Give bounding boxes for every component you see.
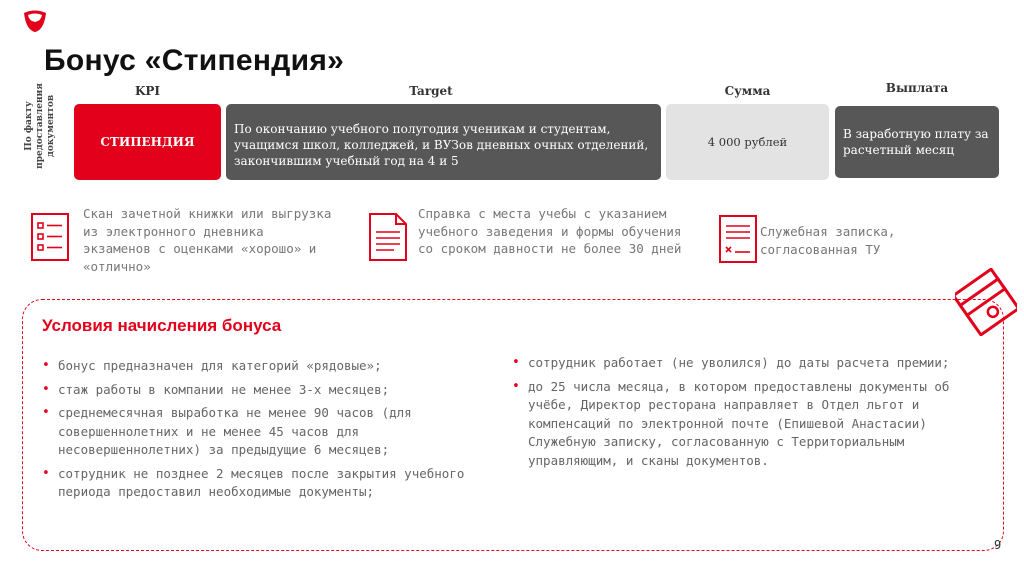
target-box: По окончанию учебного полугодия ученикам и студентам, учащимся школ, колледжей, и ВУЗов дневных очных отделений, закончившим учебный год на 4 и 5 [226, 104, 661, 180]
document-requirement-1: Скан зачетной книжки или выгрузка из электронного дневника экзаменов с оценками «хорошо» и «отлично» [83, 206, 332, 274]
row-label: По факту предоставления документов [24, 83, 56, 169]
conditions-left-list [42, 357, 482, 507]
column-header-target: Target [409, 84, 453, 98]
signed-memo-icon [718, 214, 758, 264]
column-header-kpi: KPI [134, 84, 161, 98]
sum-box: 4 000 рублей [666, 104, 829, 180]
text-document-icon [368, 212, 408, 262]
condition-item: • бонус предназначен для категорий «рядовые»; [42, 357, 482, 376]
condition-item: • стаж работы в компании не менее 3-х месяцев; [42, 381, 482, 400]
document-requirement-3: Служебная записка, согласованная ТУ [760, 224, 896, 257]
checklist-document-icon [30, 212, 70, 262]
page-number: 9 [994, 538, 1002, 552]
page-title: Бонус «Стипендия» [44, 44, 345, 77]
condition-item: • сотрудник не позднее 2 месяцев после закрытия учебного периода предоставил необходимые документы; [42, 465, 482, 502]
conditions-title: Условия начисления бонуса [42, 316, 282, 335]
condition-item: • сотрудник работает (не уволился) до даты расчета премии; [512, 354, 967, 373]
conditions-right-list [512, 354, 967, 475]
condition-item: • среднемесячная выработка не менее 90 часов (для совершеннолетних и не менее 45 часов для несовершеннолетних) за предыдущие 6 месяцев; [42, 404, 482, 460]
column-header-payment: Выплата [885, 81, 949, 95]
payment-box: В заработную плату за расчетный месяц [835, 106, 999, 178]
kpi-box: СТИПЕНДИЯ [74, 104, 221, 180]
column-header-sum: Сумма [724, 84, 771, 98]
brand-logo-icon [22, 10, 48, 34]
document-requirement-2: Справка с места учебы с указанием учебного заведения и формы обучения со сроком давности не более 30 дней [418, 206, 682, 256]
condition-item: • до 25 числа месяца, в котором предоставлены документы об учёбе, Директор ресторана направляет в Отдел льгот и компенсаций по электронной почте (Епишевой Анастасии) Служебную записку, согласованную с Территориальным управляющим, и сканы документов. [512, 378, 967, 471]
